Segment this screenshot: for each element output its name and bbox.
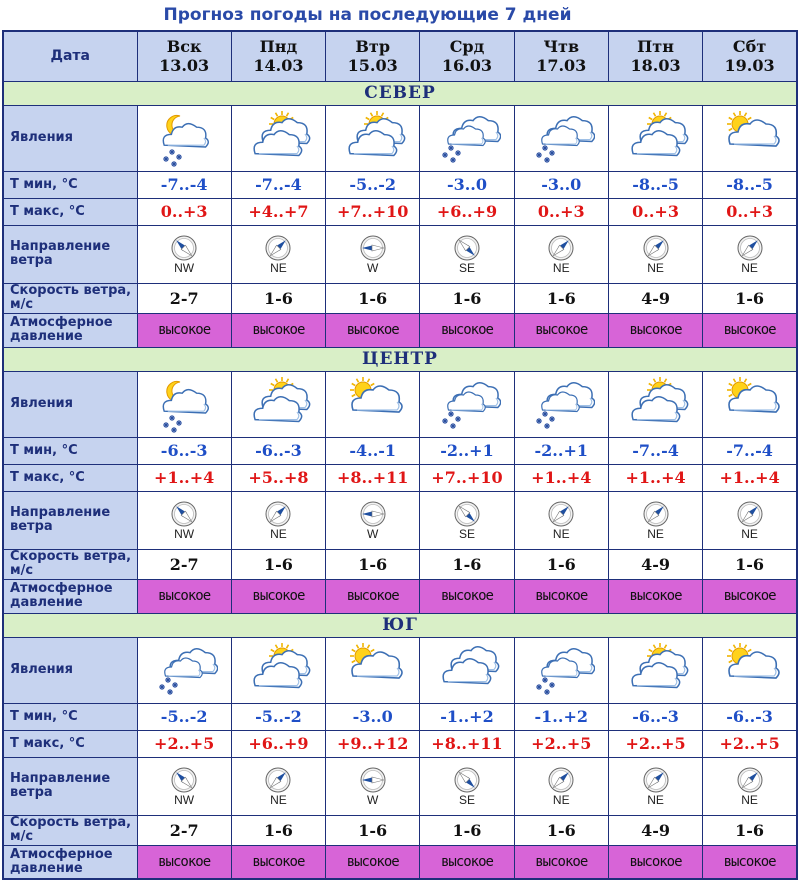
tmin-value: -6..-3	[703, 703, 797, 730]
pressure-value: высокое	[514, 313, 608, 347]
cloud-snow-icon	[515, 640, 608, 700]
row-label: Скорость ветра, м/с	[3, 283, 137, 313]
compass-icon	[232, 500, 325, 528]
header-row	[3, 31, 797, 81]
wind-cell	[137, 491, 231, 549]
pressure-value: высокое	[420, 579, 514, 613]
day-header	[514, 31, 608, 81]
region-row	[3, 81, 797, 105]
wind-cell	[514, 757, 608, 815]
page-title: Прогноз погоды на последующие 7 дней	[163, 5, 572, 25]
wind-speed-value: 1-6	[703, 283, 797, 313]
pressure-value: высокое	[514, 579, 608, 613]
pressure-row	[3, 579, 797, 613]
date-label: Дата	[3, 31, 137, 81]
pressure-value: высокое	[703, 845, 797, 879]
pressure-value: высокое	[137, 313, 231, 347]
wind-direction: SE	[458, 261, 475, 275]
tmax-value: +7..+10	[326, 198, 420, 225]
weather-cell	[231, 637, 325, 703]
weather-cell	[608, 637, 702, 703]
weather-cell	[231, 105, 325, 171]
tmax-value: +2..+5	[608, 730, 702, 757]
weather-cell	[608, 105, 702, 171]
tmax-value: +9..+12	[326, 730, 420, 757]
tmin-value: -2..+1	[420, 437, 514, 464]
compass-icon	[609, 234, 702, 262]
wind-direction: W	[367, 793, 379, 807]
tmin-value: -2..+1	[514, 437, 608, 464]
wind-speed-value: 2-7	[137, 283, 231, 313]
row-label: Т макс, °С	[3, 198, 137, 225]
wind-speed-value: 1-6	[420, 283, 514, 313]
tmax-row	[3, 464, 797, 491]
wind-cell	[326, 225, 420, 283]
day-date: 15.03	[347, 56, 398, 76]
wind-speed-value: 1-6	[231, 815, 325, 845]
pressure-value: высокое	[231, 313, 325, 347]
tmin-value: -8..-5	[608, 171, 702, 198]
day-name: Сбт	[732, 37, 767, 57]
compass-icon	[138, 766, 231, 794]
tmin-value: -6..-3	[608, 703, 702, 730]
wind-speed-value: 1-6	[231, 549, 325, 579]
wind-direction: NE	[647, 793, 664, 807]
row-label: Т макс, °С	[3, 464, 137, 491]
wind-cell	[420, 225, 514, 283]
sun-clouds-icon	[232, 374, 325, 434]
compass-icon	[703, 766, 796, 794]
row-label: Атмосферное давление	[3, 313, 137, 347]
wind-dir-row	[3, 757, 797, 815]
wind-direction: NE	[741, 527, 758, 541]
pressure-value: высокое	[231, 579, 325, 613]
day-header	[326, 31, 420, 81]
tmax-value: +2..+5	[514, 730, 608, 757]
weather-cell	[137, 371, 231, 437]
tmax-value: 0..+3	[703, 198, 797, 225]
day-date: 16.03	[441, 56, 493, 76]
wind-cell	[420, 757, 514, 815]
wind-cell	[326, 757, 420, 815]
sun-clouds-icon	[232, 108, 325, 168]
row-label: Т мин, °С	[3, 703, 137, 730]
day-header	[703, 31, 797, 81]
tmin-value: -3..0	[514, 171, 608, 198]
weather-cell	[137, 105, 231, 171]
row-label: Атмосферное давление	[3, 579, 137, 613]
tmax-value: +4..+7	[231, 198, 325, 225]
tmin-row	[3, 703, 797, 730]
row-label: Явления	[3, 105, 137, 171]
compass-icon	[420, 766, 513, 794]
pressure-value: высокое	[514, 845, 608, 879]
day-date: 19.03	[724, 56, 775, 76]
tmax-value: +1..+4	[608, 464, 702, 491]
compass-icon	[138, 234, 231, 262]
tmax-value: +1..+4	[514, 464, 608, 491]
region-row	[3, 613, 797, 637]
wind-direction: SE	[458, 793, 475, 807]
compass-icon	[609, 766, 702, 794]
pressure-value: высокое	[420, 845, 514, 879]
wind-cell	[608, 491, 702, 549]
forecast-table	[2, 30, 798, 880]
wind-speed-value: 1-6	[703, 549, 797, 579]
phenomena-row	[3, 105, 797, 171]
tmax-value: +7..+10	[420, 464, 514, 491]
sun-cloud-icon	[703, 374, 796, 434]
tmin-value: -5..-2	[137, 703, 231, 730]
weather-cell	[420, 637, 514, 703]
tmin-value: -7..-4	[608, 437, 702, 464]
tmax-value: +2..+5	[137, 730, 231, 757]
wind-direction: SE	[458, 527, 475, 541]
wind-speed-row	[3, 283, 797, 313]
compass-icon	[326, 234, 419, 262]
weather-cell	[514, 105, 608, 171]
weather-cell	[326, 371, 420, 437]
weather-cell	[420, 105, 514, 171]
region-title: ЦЕНТР	[3, 347, 797, 371]
compass-icon	[703, 500, 796, 528]
tmin-row	[3, 171, 797, 198]
wind-speed-value: 1-6	[231, 283, 325, 313]
pressure-value: высокое	[608, 313, 702, 347]
tmin-value: -5..-2	[231, 703, 325, 730]
weather-cell	[514, 371, 608, 437]
sun-clouds-icon	[609, 108, 702, 168]
pressure-value: высокое	[703, 313, 797, 347]
region-row	[3, 347, 797, 371]
wind-speed-value: 1-6	[514, 815, 608, 845]
cloud-snow-icon	[420, 108, 513, 168]
row-label: Т мин, °С	[3, 437, 137, 464]
wind-direction: W	[367, 261, 379, 275]
wind-speed-value: 1-6	[326, 549, 420, 579]
day-name: Пнд	[259, 37, 298, 57]
wind-direction: NW	[174, 527, 195, 541]
compass-icon	[515, 500, 608, 528]
row-label: Скорость ветра, м/с	[3, 815, 137, 845]
day-date: 17.03	[536, 56, 587, 76]
sun-cloud-icon	[326, 374, 419, 434]
moon-cloud-snow-icon	[138, 374, 231, 434]
tmin-value: -1..+2	[420, 703, 514, 730]
wind-cell	[137, 757, 231, 815]
tmax-value: +6..+9	[420, 198, 514, 225]
wind-speed-value: 2-7	[137, 815, 231, 845]
tmax-value: +1..+4	[137, 464, 231, 491]
sun-clouds-icon	[609, 374, 702, 434]
pressure-value: высокое	[326, 313, 420, 347]
tmax-row	[3, 730, 797, 757]
wind-cell	[231, 757, 325, 815]
tmax-value: 0..+3	[137, 198, 231, 225]
wind-speed-row	[3, 815, 797, 845]
sun-cloud-icon	[703, 640, 796, 700]
day-header	[231, 31, 325, 81]
tmin-row	[3, 437, 797, 464]
row-label: Направление ветра	[3, 225, 137, 283]
wind-cell	[608, 757, 702, 815]
wind-direction: NE	[647, 527, 664, 541]
wind-direction: NE	[741, 261, 758, 275]
wind-speed-value: 2-7	[137, 549, 231, 579]
tmax-value: +5..+8	[231, 464, 325, 491]
wind-direction: NE	[270, 527, 287, 541]
wind-direction: NE	[270, 793, 287, 807]
wind-speed-value: 1-6	[420, 815, 514, 845]
tmax-value: +2..+5	[703, 730, 797, 757]
weather-cell	[608, 371, 702, 437]
tmin-value: -7..-4	[703, 437, 797, 464]
compass-icon	[515, 766, 608, 794]
phenomena-row	[3, 637, 797, 703]
wind-cell	[703, 757, 797, 815]
cloud-snow-icon	[138, 640, 231, 700]
wind-cell	[703, 491, 797, 549]
tmax-value: +8..+11	[326, 464, 420, 491]
compass-icon	[703, 234, 796, 262]
wind-direction: NE	[552, 527, 570, 541]
sun-clouds-icon	[609, 640, 702, 700]
tmax-row	[3, 198, 797, 225]
weather-cell	[514, 637, 608, 703]
day-name: Птн	[637, 37, 674, 57]
compass-icon	[420, 234, 513, 262]
day-name: Вск	[166, 37, 202, 57]
wind-speed-value: 4-9	[608, 815, 702, 845]
pressure-row	[3, 313, 797, 347]
weather-cell	[137, 637, 231, 703]
wind-cell	[137, 225, 231, 283]
wind-direction: NE	[552, 261, 570, 275]
wind-direction: NW	[174, 261, 195, 275]
wind-cell	[514, 225, 608, 283]
wind-speed-value: 1-6	[420, 549, 514, 579]
phenomena-row	[3, 371, 797, 437]
row-label: Явления	[3, 371, 137, 437]
pressure-value: высокое	[326, 579, 420, 613]
moon-cloud-snow-icon	[138, 108, 231, 168]
region-title: ЮГ	[3, 613, 797, 637]
compass-icon	[326, 500, 419, 528]
wind-cell	[514, 491, 608, 549]
day-header	[137, 31, 231, 81]
wind-speed-value: 4-9	[608, 549, 702, 579]
pressure-value: высокое	[608, 845, 702, 879]
day-date: 14.03	[253, 56, 304, 76]
tmax-value: 0..+3	[608, 198, 702, 225]
tmax-value: +8..+11	[420, 730, 514, 757]
compass-icon	[138, 500, 231, 528]
pressure-value: высокое	[137, 579, 231, 613]
pressure-value: высокое	[608, 579, 702, 613]
row-label: Явления	[3, 637, 137, 703]
wind-cell	[703, 225, 797, 283]
day-name: Втр	[355, 37, 391, 57]
tmax-value: +6..+9	[231, 730, 325, 757]
cloud-snow-icon	[420, 374, 513, 434]
tmin-value: -8..-5	[703, 171, 797, 198]
tmin-value: -7..-4	[231, 171, 325, 198]
tmin-value: -6..-3	[231, 437, 325, 464]
wind-dir-row	[3, 491, 797, 549]
row-label: Т мин, °С	[3, 171, 137, 198]
wind-direction: NE	[270, 261, 287, 275]
day-date: 18.03	[630, 56, 681, 76]
weather-cell	[703, 637, 797, 703]
wind-cell	[231, 225, 325, 283]
compass-icon	[232, 234, 325, 262]
wind-dir-row	[3, 225, 797, 283]
row-label: Атмосферное давление	[3, 845, 137, 879]
row-label: Т макс, °С	[3, 730, 137, 757]
wind-cell	[231, 491, 325, 549]
tmin-value: -3..0	[420, 171, 514, 198]
wind-speed-value: 1-6	[514, 549, 608, 579]
tmax-value: +1..+4	[703, 464, 797, 491]
compass-icon	[232, 766, 325, 794]
wind-speed-value: 4-9	[608, 283, 702, 313]
weather-cell	[420, 371, 514, 437]
sun-clouds-icon	[326, 108, 419, 168]
day-header	[608, 31, 702, 81]
wind-direction: W	[367, 527, 379, 541]
day-date: 13.03	[159, 56, 210, 76]
compass-icon	[515, 234, 608, 262]
sun-clouds-icon	[232, 640, 325, 700]
tmin-value: -4..-1	[326, 437, 420, 464]
compass-icon	[609, 500, 702, 528]
tmin-value: -7..-4	[137, 171, 231, 198]
pressure-value: высокое	[231, 845, 325, 879]
wind-direction: NE	[647, 261, 664, 275]
pressure-value: высокое	[137, 845, 231, 879]
sun-cloud-icon	[703, 108, 796, 168]
wind-speed-row	[3, 549, 797, 579]
wind-direction: NW	[174, 793, 195, 807]
wind-cell	[420, 491, 514, 549]
wind-speed-value: 1-6	[703, 815, 797, 845]
row-label: Скорость ветра, м/с	[3, 549, 137, 579]
wind-direction: NE	[741, 793, 758, 807]
pressure-value: высокое	[326, 845, 420, 879]
pressure-row	[3, 845, 797, 879]
pressure-value: высокое	[420, 313, 514, 347]
pressure-value: высокое	[703, 579, 797, 613]
wind-cell	[608, 225, 702, 283]
day-name: Срд	[449, 37, 485, 57]
day-header	[420, 31, 514, 81]
weather-cell	[231, 371, 325, 437]
row-label: Направление ветра	[3, 757, 137, 815]
tmin-value: -5..-2	[326, 171, 420, 198]
weather-cell	[326, 637, 420, 703]
tmin-value: -3..0	[326, 703, 420, 730]
wind-speed-value: 1-6	[326, 283, 420, 313]
tmax-value: 0..+3	[514, 198, 608, 225]
cloud-snow-icon	[515, 374, 608, 434]
wind-direction: NE	[552, 793, 570, 807]
clouds-icon	[420, 640, 513, 700]
sun-cloud-icon	[326, 640, 419, 700]
weather-cell	[703, 371, 797, 437]
weather-cell	[703, 105, 797, 171]
wind-speed-value: 1-6	[326, 815, 420, 845]
wind-cell	[326, 491, 420, 549]
compass-icon	[326, 766, 419, 794]
region-title: СЕВЕР	[3, 81, 797, 105]
wind-speed-value: 1-6	[514, 283, 608, 313]
compass-icon	[420, 500, 513, 528]
tmin-value: -1..+2	[514, 703, 608, 730]
tmin-value: -6..-3	[137, 437, 231, 464]
day-name: Чтв	[543, 37, 580, 57]
weather-cell	[326, 105, 420, 171]
cloud-snow-icon	[515, 108, 608, 168]
row-label: Направление ветра	[3, 491, 137, 549]
